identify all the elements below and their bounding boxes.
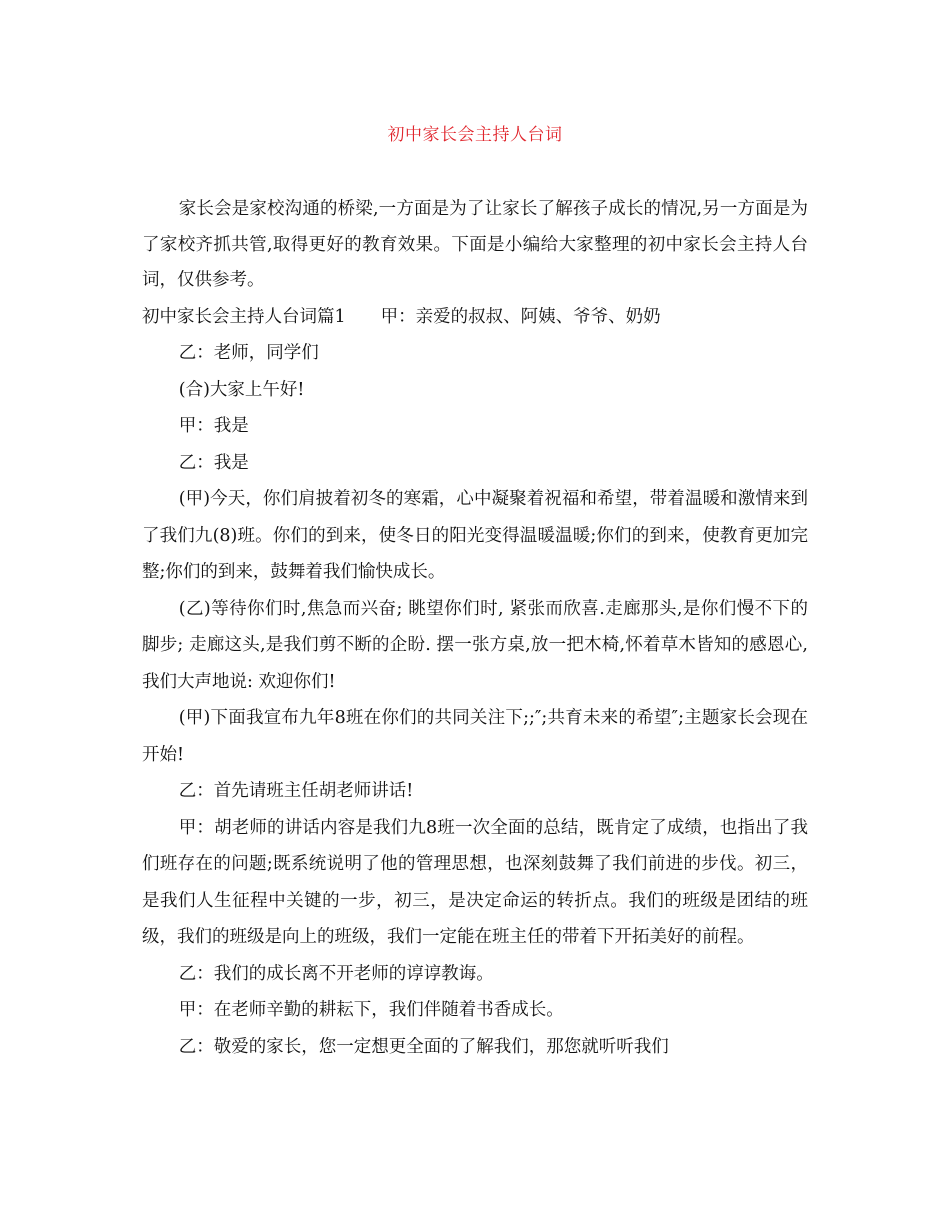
section-heading-line: 初中家长会主持人台词篇1 甲：亲爱的叔叔、阿姨、爷爷、奶奶 xyxy=(142,306,661,327)
dialogue-paragraph: 乙：敬爱的家长，您一定想更全面的了解我们，那您就听听我们 xyxy=(178,1036,669,1057)
dialogue-paragraph: 甲：我是 xyxy=(178,416,249,436)
dialogue-paragraph: 乙：我们的成长离不开老师的谆谆教诲。 xyxy=(178,963,494,984)
dialogue-paragraph: (甲)下面我宣布九年8班在你们的共同关注下;;″;共育未来的希望″;主题家长会现在开始! xyxy=(142,708,808,765)
dialogue-paragraph: 乙：首先请班主任胡老师讲话! xyxy=(178,781,414,801)
dialogue-paragraph: 甲：在老师辛勤的耕耘下，我们伴随着书香成长。 xyxy=(178,1000,564,1020)
dialogue-paragraph: 甲：胡老师的讲话内容是我们九8班一次全面的总结，既肯定了成绩，也指出了我们班存在的问题;既系统说明了他的管理思想，也深刻鼓舞了我们前进的步伐。初三，是我们人生征程中关键的一步，初三，是决定命运的转折点。我们的班级是团结的班级，我们的班级是向上的班级，我们一定能在班主任的带着下开拓美好的前程。 xyxy=(142,817,808,947)
dialogue-paragraph: (甲)今天，你们肩披着初冬的寒霜，心中凝聚着祝福和希望，带着温暖和激情来到了我们九(8)班。你们的到来，使冬日的阳光变得温暖温暖;你们的到来，使教育更加完整;你们的到来，鼓舞着我们愉快成长。 xyxy=(142,489,808,582)
intro-paragraph: 家长会是家校沟通的桥梁,一方面是为了让家长了解孩子成长的情况,另一方面是为了家校齐抓共管,取得更好的教育效果。下面是小编给大家整理的初中家长会主持人台词，仅供参考。 xyxy=(142,199,808,290)
dialogue-paragraph: (合)大家上午好! xyxy=(178,379,305,400)
dialogue-paragraph: 乙：我是 xyxy=(178,452,249,473)
document-body xyxy=(142,192,808,1065)
dialogue-paragraph: 乙：老师，同学们 xyxy=(178,343,319,363)
document-title: 初中家长会主持人台词 xyxy=(387,125,563,145)
dialogue-paragraph: (乙)等待你们时,焦急而兴奋; 眺望你们时, 紧张而欣喜.走廊那头,是你们慢不下的脚步; 走廊这头,是我们剪不断的企盼. 摆一张方桌,放一把木椅,怀着草木皆知的感恩心,我们大声地说: 欢迎你们! xyxy=(142,598,808,692)
